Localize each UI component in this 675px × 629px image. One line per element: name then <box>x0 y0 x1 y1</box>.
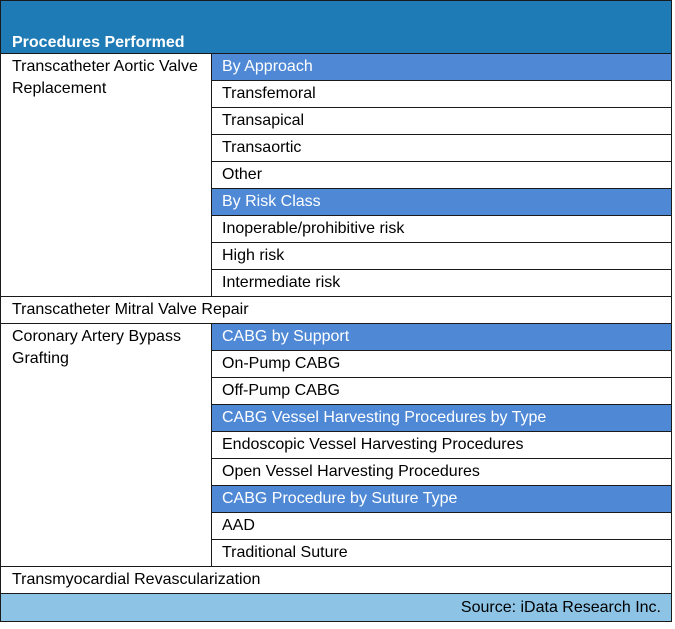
subitem-aad: AAD <box>212 513 672 540</box>
category-by-approach: By Approach <box>212 54 672 81</box>
subitem-intermediate-risk: Intermediate risk <box>212 270 672 297</box>
procedure-tmr: Transmyocardial Revascularization <box>1 567 672 594</box>
procedure-tmvr: Transcatheter Mitral Valve Repair <box>1 297 672 324</box>
table-row <box>1 297 672 324</box>
subitem-high-risk: High risk <box>212 243 672 270</box>
subitem-off-pump: Off-Pump CABG <box>212 378 672 405</box>
category-cabg-support: CABG by Support <box>212 324 672 351</box>
procedure-tavr: Transcatheter Aortic Valve Replacement <box>1 54 212 297</box>
subitem-other: Other <box>212 162 672 189</box>
table-title: Procedures Performed <box>1 1 672 54</box>
subitem-open-harvesting: Open Vessel Harvesting Procedures <box>212 459 672 486</box>
subitem-traditional-suture: Traditional Suture <box>212 540 672 567</box>
subitem-transaortic: Transaortic <box>212 135 672 162</box>
subitem-transfemoral: Transfemoral <box>212 81 672 108</box>
category-vessel-harvesting: CABG Vessel Harvesting Procedures by Type <box>212 405 672 432</box>
category-suture-type: CABG Procedure by Suture Type <box>212 486 672 513</box>
subitem-endoscopic-harvesting: Endoscopic Vessel Harvesting Procedures <box>212 432 672 459</box>
table-header-row <box>1 1 672 54</box>
source-note: Source: iData Research Inc. <box>1 594 672 622</box>
table-footer-row <box>1 594 672 622</box>
subitem-transapical: Transapical <box>212 108 672 135</box>
category-by-risk-class: By Risk Class <box>212 189 672 216</box>
subitem-on-pump: On-Pump CABG <box>212 351 672 378</box>
subitem-inoperable-risk: Inoperable/prohibitive risk <box>212 216 672 243</box>
table-row <box>1 324 672 351</box>
table-row <box>1 54 672 81</box>
table-row <box>1 567 672 594</box>
procedure-cabg: Coronary Artery Bypass Grafting <box>1 324 212 567</box>
